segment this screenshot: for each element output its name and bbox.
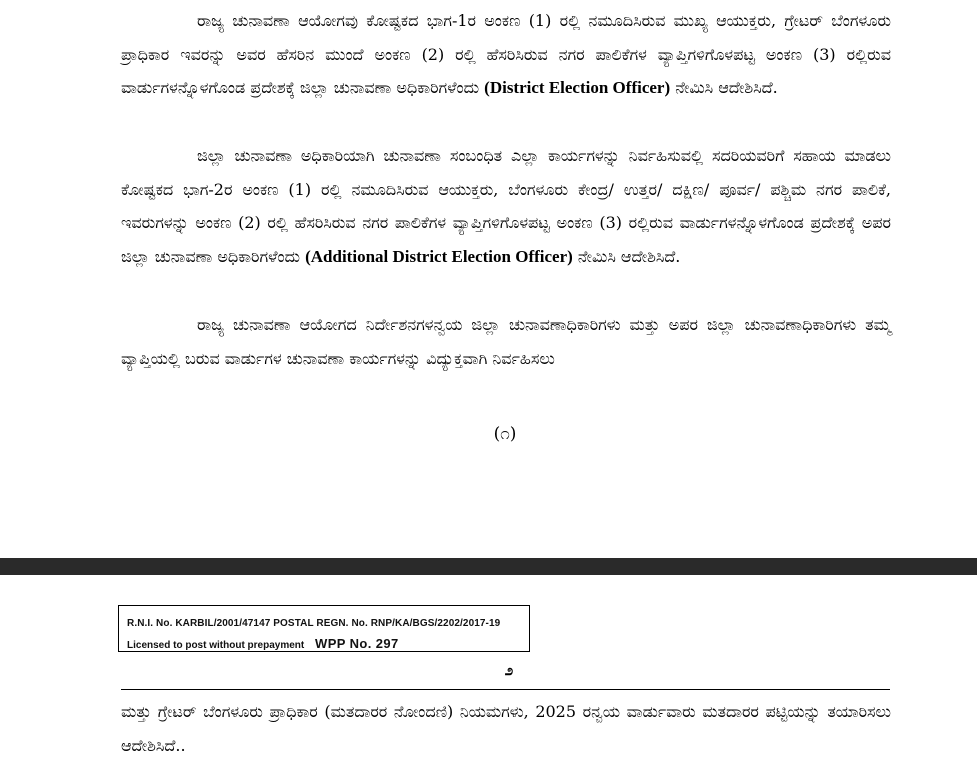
page-number: (೧) — [493, 424, 517, 444]
bold-english-term: (Additional District Election Officer) — [305, 246, 573, 266]
paragraph-text: ರಾಜ್ಯ ಚುನಾವಣಾ ಆಯೋಗದ ನಿರ್ದೇಶನಗಳನ್ವಯ ಜಿಲ್ಲಾ ಚುನಾವಣಾಧಿಕಾರಿಗಳು ಮತ್ತು ಅಪರ ಜಿಲ್ಲಾ ಚುನಾವಣಾಧಿಕಾರಿಗಳು ತಮ್ಮ ವ್ಯಾಪ್ತಿಯಲ್ಲಿ ಬರುವ ವಾರ್ಡುಗಳ ಚುನಾವಣಾ ಕಾರ್ಯಗಳನ್ನು ವಿದ್ಯುಕ್ತವಾಗಿ ನಿರ್ವಹಿಸಲು — [121, 315, 891, 368]
wpp-number: WPP No. 297 — [315, 636, 399, 651]
license-text: Licensed to post without prepayment — [127, 640, 305, 651]
gazette-page-2 — [0, 575, 977, 767]
rni-registration-line: R.N.I. No. KARBIL/2001/47147 POSTAL REGN. No. RNP/KA/BGS/2202/2017-19 — [127, 618, 501, 629]
paragraph-tail: ನೇಮಿಸಿ ಆದೇಶಿಸಿದೆ. — [572, 246, 681, 266]
postal-registration-box — [118, 605, 530, 652]
bold-english-term: (District Election Officer) — [484, 78, 671, 98]
page-number: ೨ — [504, 661, 514, 679]
header-rule — [121, 689, 890, 690]
paragraph-text: ಮತ್ತು ಗ್ರೇಟರ್ ಬೆಂಗಳೂರು ಪ್ರಾಧಿಕಾರ (ಮತದಾರರ ನೋಂದಣಿ) ನಿಯಮಗಳು, 2025 ರನ್ವಯ ವಾರ್ಡುವಾರು ಮತದಾರರ ಪಟ್ಟಿಯನ್ನು ತಯಾರಿಸಲು ಆದೇಶಿಸಿದೆ.. — [121, 702, 891, 755]
paragraph-additional-district-election-officer — [121, 139, 891, 273]
license-line — [127, 636, 399, 651]
paragraph-text: ರಾಜ್ಯ ಚುನಾವಣಾ ಆಯೋಗವು ಕೋಷ್ಟಕದ ಭಾಗ-1ರ ಅಂಕಣ (1) ರಲ್ಲಿ ನಮೂದಿಸಿರುವ ಮುಖ್ಯ ಆಯುಕ್ತರು, ಗ್ರೇಟರ್ ಬೆಂಗಳೂರು ಪ್ರಾಧಿಕಾರ ಇವರನ್ನು ಅವರ ಹೆಸರಿನ ಮುಂದೆ ಅಂಕಣ (2) ರಲ್ಲಿ ಹೆಸರಿಸಿರುವ ನಗರ ಪಾಲಿಕೆಗಳ ವ್ಯಾಪ್ತಿಗಳಿಗೊಳಪಟ್ಟ ಅಂಕಣ (3) ರಲ್ಲಿರುವ ವಾರ್ಡುಗಳನ್ನೊಳಗೊಂಡ ಪ್ರದೇಶಕ್ಕೆ ಜಿಲ್ಲಾ ಚುನಾವಣಾ ಅಧಿಕಾರಿಗಳೆಂದು — [121, 11, 891, 98]
paragraph-text: ಜಿಲ್ಲಾ ಚುನಾವಣಾ ಅಧಿಕಾರಿಯಾಗಿ ಚುನಾವಣಾ ಸಂಬಂಧಿತ ಎಲ್ಲಾ ಕಾರ್ಯಗಳನ್ನು ನಿರ್ವಹಿಸುವಲ್ಲಿ ಸದರಿಯವರಿಗೆ ಸಹಾಯ ಮಾಡಲು ಕೋಷ್ಟಕದ ಭಾಗ-2ರ ಅಂಕಣ (1) ರಲ್ಲಿ ನಮೂದಿಸಿರುವ ಆಯುಕ್ತರು, ಬೆಂಗಳೂರು ಕೇಂದ್ರ/ ಉತ್ತರ/ ದಕ್ಷಿಣ/ ಪೂರ್ವ/ ಪಶ್ಚಿಮ ನಗರ ಪಾಲಿಕೆ, ಇವರುಗಳನ್ನು ಅಂಕಣ (2) ರಲ್ಲಿ ಹೆಸರಿಸಿರುವ ನಗರ ಪಾಲಿಕೆಗಳ ವ್ಯಾಪ್ತಿಗಳಿಗೊಳಪಟ್ಟ ಅಂಕಣ (3) ರಲ್ಲಿರುವ ವಾರ್ಡುಗಳನ್ನೊಳಗೊಂಡ ಪ್ರದೇಶಕ್ಕೆ ಅಪರ ಜಿಲ್ಲಾ ಚುನಾವಣಾ ಅಧಿಕಾರಿಗಳೆಂದು — [121, 146, 891, 266]
paragraph-district-election-officer — [121, 4, 891, 105]
page-divider — [0, 558, 977, 575]
paragraph-tail: ನೇಮಿಸಿ ಆದೇಶಿಸಿದೆ. — [670, 78, 778, 98]
paragraph-voter-list-order — [121, 695, 891, 762]
paragraph-election-duties — [121, 308, 891, 375]
